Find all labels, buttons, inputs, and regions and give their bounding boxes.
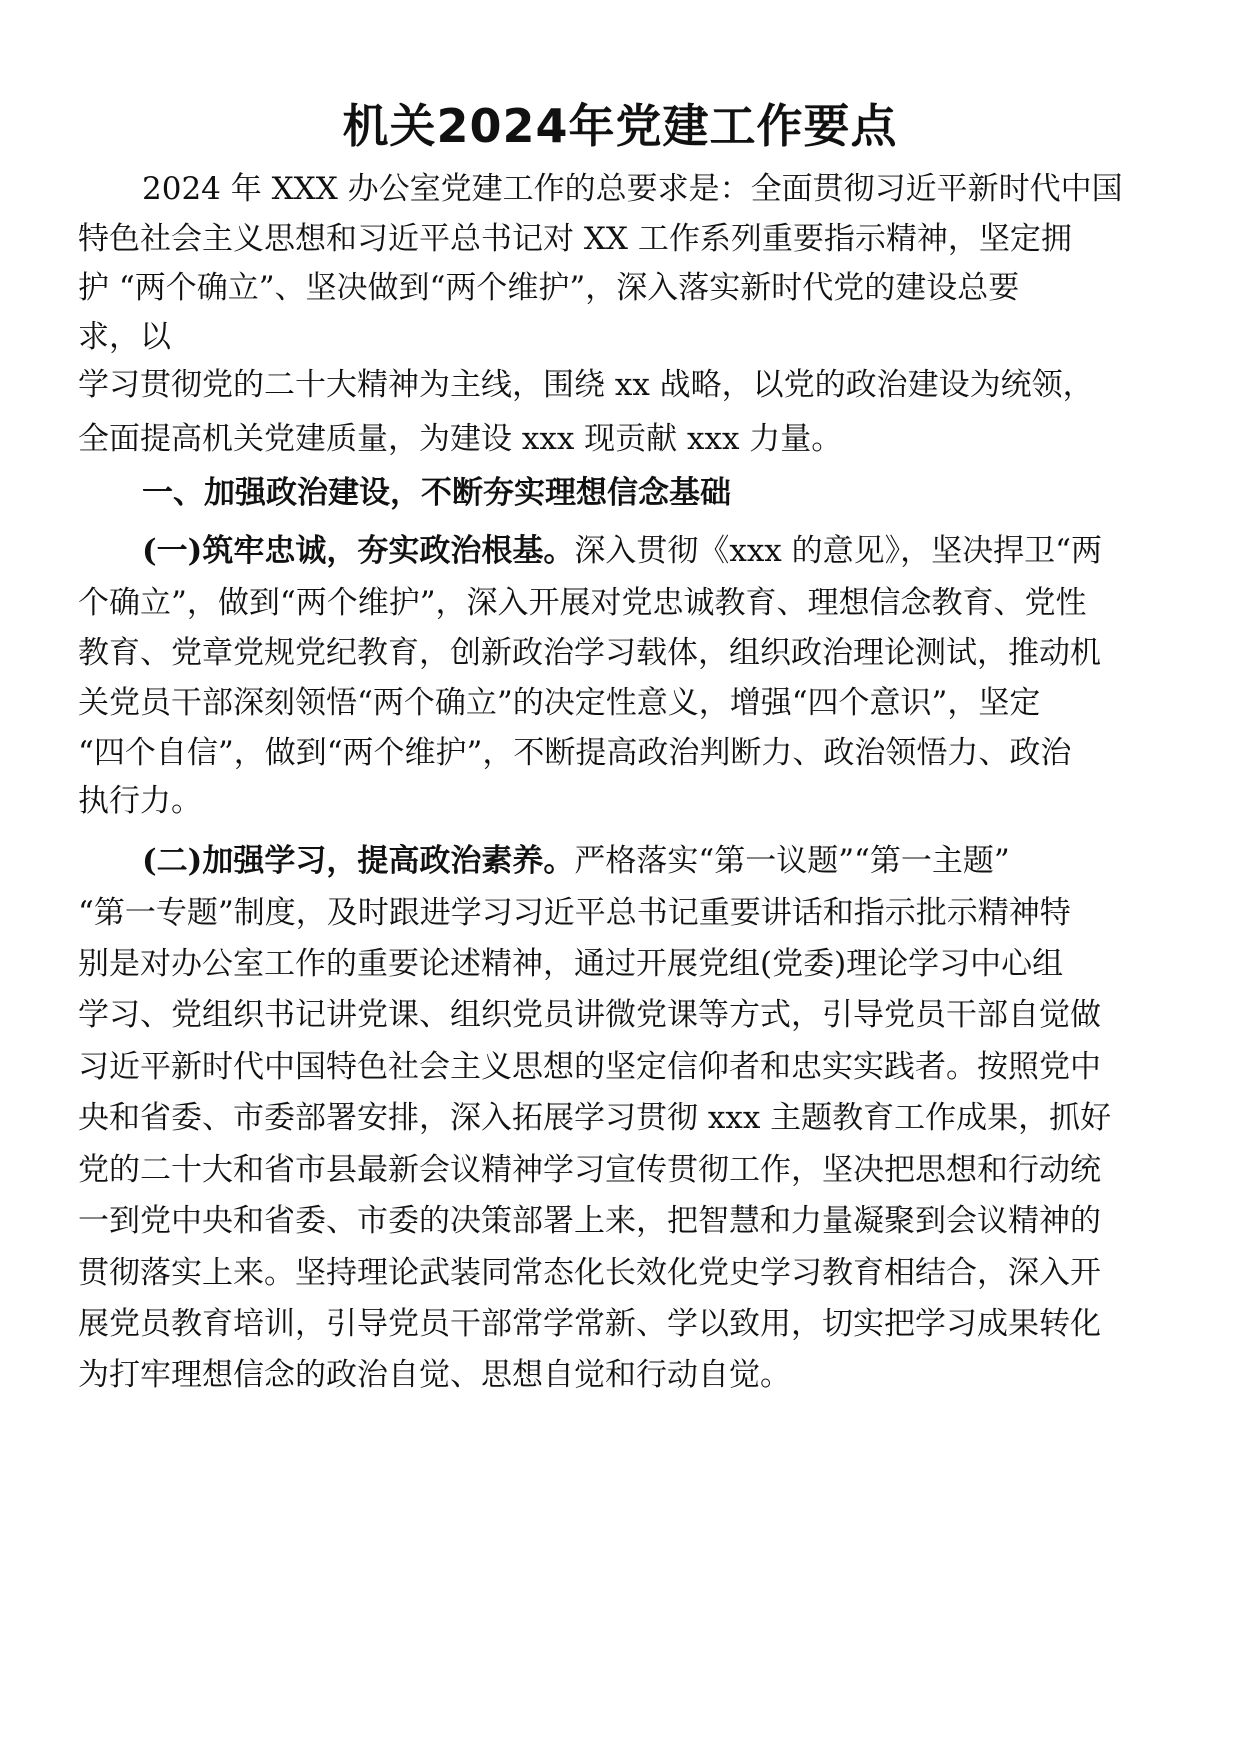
item-line: “第一专题”制度，及时跟进学习习近平总书记重要讲话和指示批示精神特	[78, 895, 1071, 931]
item-line: 央和省委、市委部署安排，深入拓展学习贯彻 xxx 主题教育工作成果，抓好	[78, 1100, 1112, 1136]
item-line: 个确立”，做到“两个维护”，深入开展对党忠诚教育、理想信念教育、党性	[78, 585, 1087, 621]
intro-line: 护 “两个确立”、坚决做到“两个维护”，深入落实新时代党的建设总要	[78, 270, 1020, 306]
intro-line: 学习贯彻党的二十大精神为主线，围绕 xx 战略，以党的政治建设为统领，	[78, 367, 1094, 403]
item-line: “四个自信”，做到“两个维护”，不断提高政治判断力、政治领悟力、政治	[78, 735, 1072, 771]
item-line: 关党员干部深刻领悟“两个确立”的决定性意义，增强“四个意识”，坚定	[78, 685, 1041, 721]
item-line: 执行力。	[78, 783, 202, 819]
item-first-line-text: 深入贯彻《xxx 的意见》，坚决捍卫“两	[574, 533, 1102, 569]
intro-line: 全面提高机关党建质量，为建设 xxx 现贡献 xxx 力量。	[78, 421, 843, 457]
item-line: 学习、党组织书记讲党课、组织党员讲微党课等方式，引导党员干部自觉做	[78, 997, 1101, 1033]
item-lead-title: (一)筑牢忠诚，夯实政治根基。	[142, 533, 575, 569]
intro-line: 特色社会主义思想和习近平总书记对 XX 工作系列重要指示精神，坚定拥	[78, 221, 1072, 257]
item-line: 教育、党章党规党纪教育，创新政治学习载体，组织政治理论测试，推动机	[78, 635, 1101, 671]
intro-line: 求，以	[78, 319, 171, 355]
item-line: 党的二十大和省市县最新会议精神学习宣传贯彻工作，坚决把思想和行动统	[78, 1152, 1101, 1188]
item-first-line-text: 严格落实“第一议题”“第一主题”	[574, 843, 1010, 879]
item-line: 一到党中央和省委、市委的决策部署上来，把智慧和力量凝聚到会议精神的	[78, 1203, 1101, 1239]
intro-line: 2024 年 XXX 办公室党建工作的总要求是：全面贯彻习近平新时代中国	[142, 171, 1123, 207]
section-heading: 一、加强政治建设，不断夯实理想信念基础	[142, 475, 731, 511]
item-lead-title: (二)加强学习，提高政治素养。	[142, 843, 575, 879]
item-first-line	[142, 840, 1010, 882]
document-title: 机关2024年党建工作要点	[342, 99, 898, 153]
item-line: 展党员教育培训，引导党员干部常学常新、学以致用，切实把学习成果转化	[78, 1306, 1101, 1342]
item-first-line	[142, 530, 1102, 572]
item-line: 别是对办公室工作的重要论述精神，通过开展党组(党委)理论学习中心组	[78, 946, 1064, 982]
item-line: 习近平新时代中国特色社会主义思想的坚定信仰者和忠实实践者。按照党中	[78, 1049, 1101, 1085]
item-line: 为打牢理想信念的政治自觉、思想自觉和行动自觉。	[78, 1357, 791, 1393]
item-line: 贯彻落实上来。坚持理论武装同常态化长效化党史学习教育相结合，深入开	[78, 1255, 1101, 1291]
